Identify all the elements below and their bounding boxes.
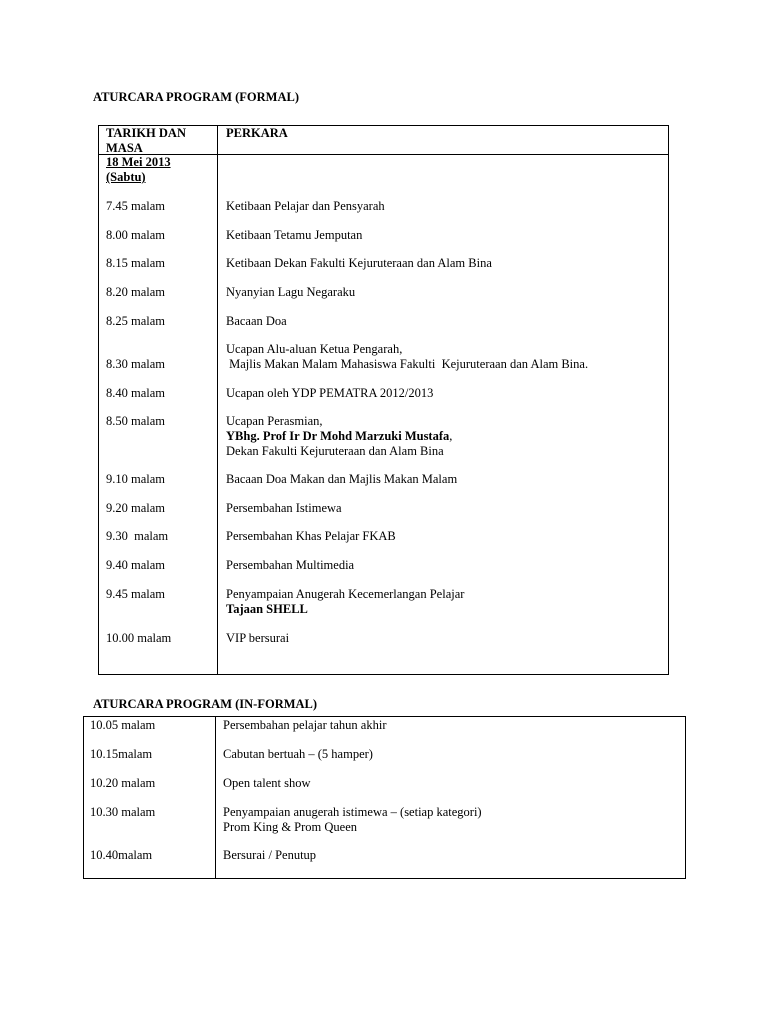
table-row-time: 9.20 malam	[106, 501, 166, 515]
table-row-time: 9.30 malam	[106, 529, 169, 543]
table-row-time: 8.15 malam	[106, 256, 166, 270]
table-row-time: 8.20 malam	[106, 285, 166, 299]
table-row-item: Ketibaan Tetamu Jemputan	[226, 228, 363, 242]
table-row-time: 10.05 malam	[90, 718, 156, 732]
column-header-date-time: TARIKH DAN MASA	[106, 126, 186, 155]
table-row-time: 8.25 malam	[106, 314, 166, 328]
column-divider	[217, 126, 218, 674]
table-row-item: Persembahan Multimedia	[226, 558, 355, 572]
table-row-time: 8.40 malam	[106, 386, 166, 400]
table-row-time: 9.40 malam	[106, 558, 166, 572]
table-row-item: Persembahan Istimewa	[226, 501, 342, 515]
table-row-item: Bacaan Doa	[226, 314, 287, 328]
table-row-time: 10.40malam	[90, 848, 153, 862]
table-row-item: Persembahan Khas Pelajar FKAB	[226, 529, 396, 543]
table-row-item: Nyanyian Lagu Negaraku	[226, 285, 356, 299]
column-divider	[215, 717, 216, 878]
table-row-item: Ketibaan Pelajar dan Pensyarah	[226, 199, 385, 213]
table-row-item: Bacaan Doa Makan dan Majlis Makan Malam	[226, 472, 458, 486]
speaker-name: YBhg. Prof Ir Dr Mohd Marzuki Mustafa	[226, 429, 450, 443]
table-row-item: Penyampaian anugerah istimewa – (setiap kategori) Prom King & Prom Queen	[223, 805, 482, 834]
table-row-item: Open talent show	[223, 776, 311, 790]
column-header-item: PERKARA	[226, 126, 288, 140]
table-row-item: Ketibaan Dekan Fakulti Kejuruteraan dan Alam Bina	[226, 256, 492, 270]
table-row-time: 8.30 malam	[106, 357, 166, 371]
table-row-item: VIP bersurai	[226, 631, 290, 645]
formal-heading: ATURCARA PROGRAM (FORMAL)	[93, 90, 299, 104]
table-row-item: Ucapan Perasmian, YBhg. Prof Ir Dr Mohd Marzuki Mustafa, Dekan Fakulti Kejuruteraan dan Alam Bina	[226, 414, 453, 458]
table-row-time: 10.20 malam	[90, 776, 156, 790]
informal-schedule-table	[83, 716, 686, 879]
table-row-item: Penyampaian Anugerah Kecemerlangan Pelajar Tajaan SHELL	[226, 587, 465, 616]
table-row-time: 8.50 malam	[106, 414, 166, 428]
program-date: 18 Mei 2013 (Sabtu)	[106, 155, 171, 184]
table-row-item: Ucapan Alu-aluan Ketua Pengarah, Majlis Makan Malam Mahasiswa Fakulti Kejuruteraan dan Alam Bina.	[226, 342, 589, 371]
table-row-time: 10.30 malam	[90, 805, 156, 819]
table-row-time: 9.10 malam	[106, 472, 166, 486]
sponsor-label: Tajaan SHELL	[226, 602, 308, 616]
table-row-item: Cabutan bertuah – (5 hamper)	[223, 747, 373, 761]
table-row-item: Persembahan pelajar tahun akhir	[223, 718, 387, 732]
table-row-item: Ucapan oleh YDP PEMATRA 2012/2013	[226, 386, 434, 400]
table-row-time: 9.45 malam	[106, 587, 166, 601]
table-row-time: 10.15malam	[90, 747, 153, 761]
table-row-time: 7.45 malam	[106, 199, 166, 213]
formal-schedule-table	[98, 125, 669, 675]
table-row-item: Bersurai / Penutup	[223, 848, 317, 862]
table-row-time: 8.00 malam	[106, 228, 166, 242]
informal-heading: ATURCARA PROGRAM (IN-FORMAL)	[93, 697, 318, 711]
table-row-time: 10.00 malam	[106, 631, 172, 645]
